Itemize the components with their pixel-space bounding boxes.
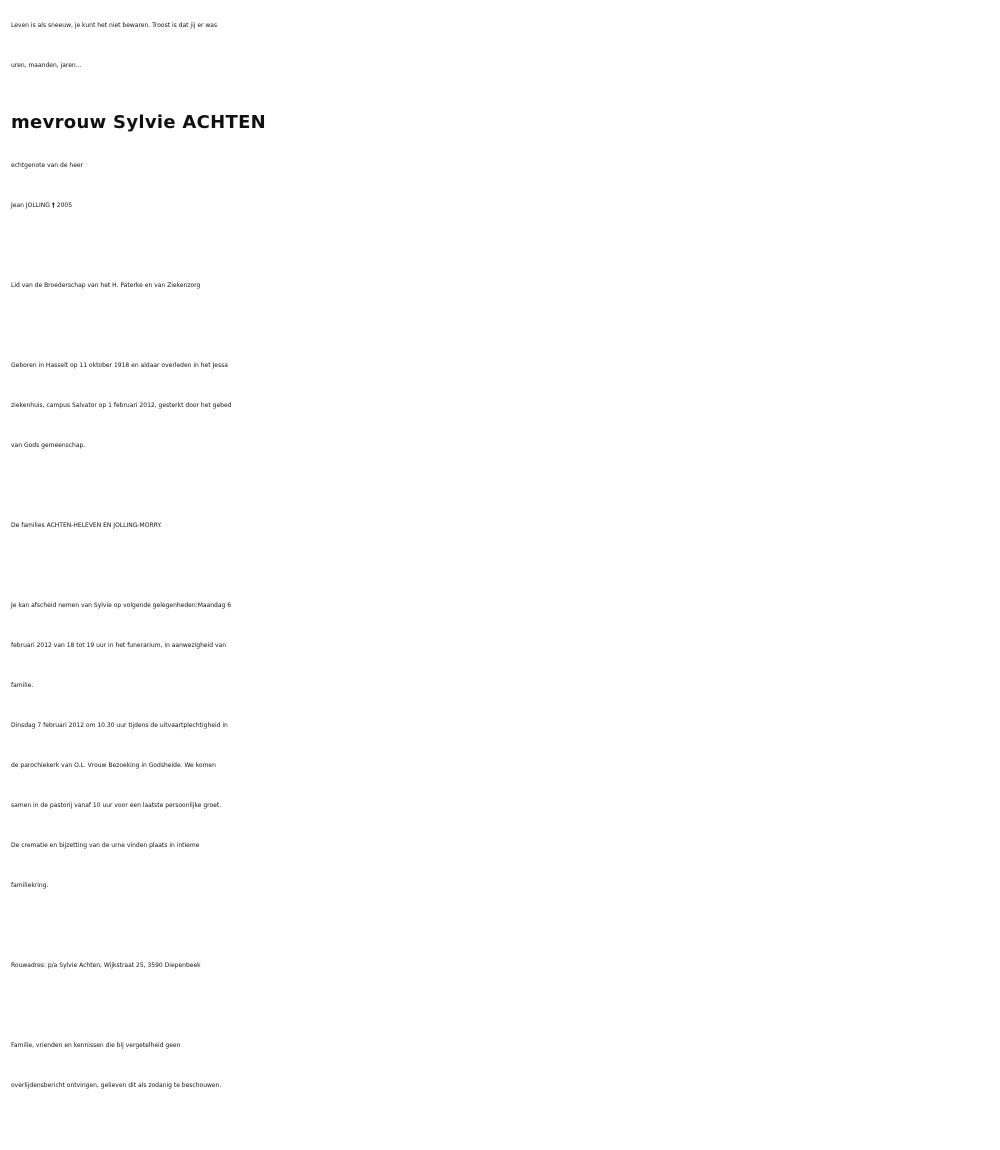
spacer — [11, 906, 990, 946]
spacer — [11, 226, 990, 266]
farewell-line-1: Je kan afscheid nemen van Sylvie op volgende gelegenheden:Maandag 6 — [11, 602, 232, 609]
cross-icon: † — [51, 202, 55, 209]
families-text: De families ACHTEN-HELEVEN EN JOLLING-MORRY. — [11, 522, 162, 529]
farewell-line-3: familie. — [11, 682, 34, 689]
farewell-line-2: februari 2012 van 18 tot 19 uur in het funerarium, in aanwezigheid van — [11, 642, 227, 649]
relation-text: echtgenote van de heer — [11, 162, 84, 169]
spacer — [11, 986, 990, 1026]
spacer — [11, 466, 990, 506]
farewell-line-8: familiekring. — [11, 882, 49, 889]
spacer — [11, 546, 990, 586]
spacer — [11, 306, 990, 346]
spouse-line — [11, 186, 990, 226]
birth-death-line-2: ziekenhuis, campus Salvator op 1 februari 2012, gesterkt door het gebed — [11, 402, 232, 409]
spouse-name: Jean JOLLING — [11, 202, 50, 209]
motto-line-2: uren, maanden, jaren... — [11, 62, 82, 69]
deceased-name: mevrouw Sylvie ACHTEN — [11, 112, 267, 133]
farewell-line-6: samen in de pastorij vanaf 10 uur voor een laatste persoonlijke groet. — [11, 802, 222, 809]
farewell-line-5: de parochiekerk van O.L. Vrouw Bezoeking in Godsheide. We komen — [11, 762, 216, 769]
birth-death-line-3: van Gods gemeenschap. — [11, 442, 86, 449]
birth-death-line-1: Geboren in Hasselt op 11 oktober 1918 en aldaar overleden in het Jessa — [11, 362, 228, 369]
membership-text: Lid van de Broederschap van het H. Paterke en van Ziekenzorg — [11, 282, 201, 289]
closing-line-2: overlijdensbericht ontvingen, gelieven dit als zodanig te beschouwen. — [11, 1082, 222, 1089]
mourning-address: Rouwadres: p/a Sylvie Achten, Wijkstraat 25, 3590 Diepenbeek — [11, 962, 201, 969]
farewell-line-4: Dinsdag 7 februari 2012 om 10.30 uur tijdens de uitvaartplechtigheid in — [11, 722, 228, 729]
farewell-line-7: De crematie en bijzetting van de urne vinden plaats in intieme — [11, 842, 200, 849]
closing-line-1: Familie, vrienden en kennissen die bij vergetelheid geen — [11, 1042, 181, 1049]
motto-line-1: Leven is als sneeuw, je kunt het niet bewaren. Troost is dat jij er was — [11, 22, 218, 29]
spouse-death-year: 2005 — [56, 202, 73, 209]
